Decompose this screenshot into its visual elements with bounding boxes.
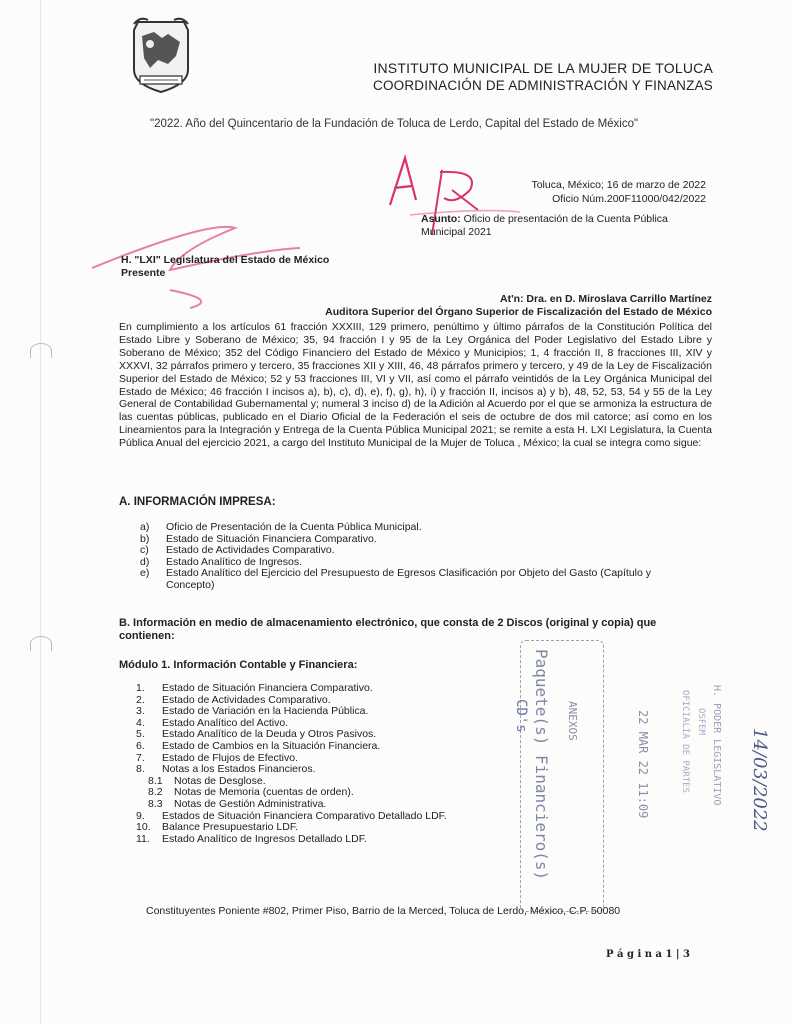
section-a-title: A. INFORMACIÓN IMPRESA: xyxy=(119,496,276,508)
motto-line: "2022. Año del Quincentario de la Fundación de Toluca de Lerdo, Capital del Estado de México" xyxy=(150,118,639,130)
annex-stamp-title: ANEXOS xyxy=(566,701,579,741)
institute-name: INSTITUTO MUNICIPAL DE LA MUJER DE TOLUCA xyxy=(373,60,713,76)
list-item: c) Estado de Actividades Comparativo. xyxy=(140,544,335,557)
list-item: 1. Estado de Situación Financiera Comparativo. xyxy=(136,682,373,694)
annex-stamp-cds: CD's xyxy=(513,699,529,733)
municipal-seal-icon xyxy=(128,14,194,96)
attention-role: Auditora Superior del Órgano Superior de Fiscalización del Estado de México xyxy=(325,306,712,318)
list-item: 4. Estado Analítico del Activo. xyxy=(136,716,289,729)
asunto-block xyxy=(421,213,711,226)
list-item: a) Oficio de Presentación de la Cuenta Pública Municipal. xyxy=(140,521,422,533)
list-item: 8.1 Notas de Desglose. xyxy=(148,774,266,787)
list-item: 8.2 Notas de Memoria (cuentas de orden). xyxy=(148,786,354,799)
page-number: P á g i n a 1 | 3 xyxy=(606,949,690,960)
list-item: Concepto) xyxy=(166,578,215,591)
oficio-number: Oficio Núm.200F11000/042/2022 xyxy=(552,193,706,205)
received-stamp: H. PODER LEGISLATIVO xyxy=(711,685,722,806)
scan-edge xyxy=(40,0,41,1024)
section-a-list xyxy=(140,522,720,592)
date-stamp: 22 MAR 22 11:09 xyxy=(636,710,650,819)
list-item: 6. Estado de Cambios en la Situación Financiera. xyxy=(136,739,381,752)
received-stamp-3: OFICIALÍA DE PARTES xyxy=(680,690,690,793)
punch-hole xyxy=(30,636,52,651)
list-item: 3. Estado de Variación en la Hacienda Pública. xyxy=(136,705,369,718)
recipient-presente: Presente xyxy=(121,267,166,279)
asunto-label: Asunto: xyxy=(421,213,461,225)
received-stamp-2: OSFEM xyxy=(696,708,706,736)
coordination-name: COORDINACIÓN DE ADMINISTRACIÓN Y FINANZAS xyxy=(373,78,713,93)
punch-hole xyxy=(30,343,52,358)
list-item: 7. Estado de Flujos de Efectivo. xyxy=(136,751,298,764)
place-date: Toluca, México; 16 de marzo de 2022 xyxy=(531,179,706,191)
asunto-text-2: Municipal 2021 xyxy=(421,226,492,238)
module-1-list xyxy=(136,683,556,845)
list-item: b) Estado de Situación Financiera Comparativo. xyxy=(140,532,377,545)
annex-stamp xyxy=(513,640,604,912)
list-item: d) Estado Analítico de Ingresos. xyxy=(140,555,303,568)
asunto-text: Oficio de presentación de la Cuenta Pública xyxy=(463,213,668,225)
list-item: 2. Estado de Actividades Comparativo. xyxy=(136,693,331,706)
handwritten-date: 14/03/2022 xyxy=(749,728,770,832)
section-b-title: B. Información en medio de almacenamiento electrónico, que consta de 2 Discos (original y copia) que xyxy=(119,617,657,629)
recipient-line: H. "LXI" Legislatura del Estado de México xyxy=(121,254,330,266)
list-item: 8. Notas a los Estados Financieros. xyxy=(136,763,316,776)
annex-stamp-text: Paquete(s) Financiero(s) xyxy=(532,649,551,881)
list-item: 8.3 Notas de Gestión Administrativa. xyxy=(148,797,327,810)
list-item: e) Estado Analítico del Ejercicio del Presupuesto de Egresos Clasificación por Objeto del Gasto (Capítulo y xyxy=(140,567,652,580)
list-item: 11. Estado Analítico de Ingresos Detallado LDF. xyxy=(136,832,367,845)
list-item: 5. Estado Analítico de la Deuda y Otros Pasivos. xyxy=(136,728,377,741)
footer-address: Constituyentes Poniente #802, Primer Piso, Barrio de la Merced, Toluca de Lerdo, México, C.P. 50080 xyxy=(146,905,621,917)
list-item: 10. Balance Presupuestario LDF. xyxy=(136,821,298,834)
body-paragraph: En cumplimiento a los artículos 61 fracción XXXIII, 129 primero, penúltimo y último párrafos de la Constitución Política del Estado Libre y Soberano de México; 35, 94 fracción I y 95 de la Ley Orgánica del Poder Legislativo del Estado Libre y Soberano de México; 352 del Código Financiero del Estado de México y Municipios; 1, 4 fracción II, 8 fracciones III, XIV y XXXVI, 32 párrafos primero y tercero, 35 fracciones XII y XIII, 46, 48 párrafos primero y tercero, y 49 de la Ley de Fiscalización Superior del Estado de México; 52 y 53 fracciones III, VI y VII, así como el párrafo veintidós de la Ley Orgánica Municipal del Estado de México; 46 fracción I incisos a), b), c), d), e), f), g), h), i) y fracción II, incisos a) y b), 48, 52, 53, 54 y 55 de la Ley General de Contabilidad Gubernamental y; numeral 3 inciso d) de la Adición al Acuerdo por el que se armoniza la estructura de las cuentas públicas, publicado en el Diario Oficial de la Federación el seis de octubre de dos mil catorce; así como en los Lineamientos para la Integración y Entrega de la Cuenta Pública Municipal 2021; se remite a esta H. LXI Legislatura, la Cuenta Pública Anual del ejercicio 2021, a cargo del Instituto Municipal de la Mujer de Toluca , México; la cual se integra como sigue: xyxy=(119,321,712,450)
list-item: 9. Estados de Situación Financiera Comparativo Detallado LDF. xyxy=(136,809,447,822)
attention-line: At'n: Dra. en D. Miroslava Carrillo Martínez xyxy=(500,293,712,305)
module-1-title: Módulo 1. Información Contable y Financiera: xyxy=(119,659,358,671)
section-b-title-2: contienen: xyxy=(119,630,175,642)
